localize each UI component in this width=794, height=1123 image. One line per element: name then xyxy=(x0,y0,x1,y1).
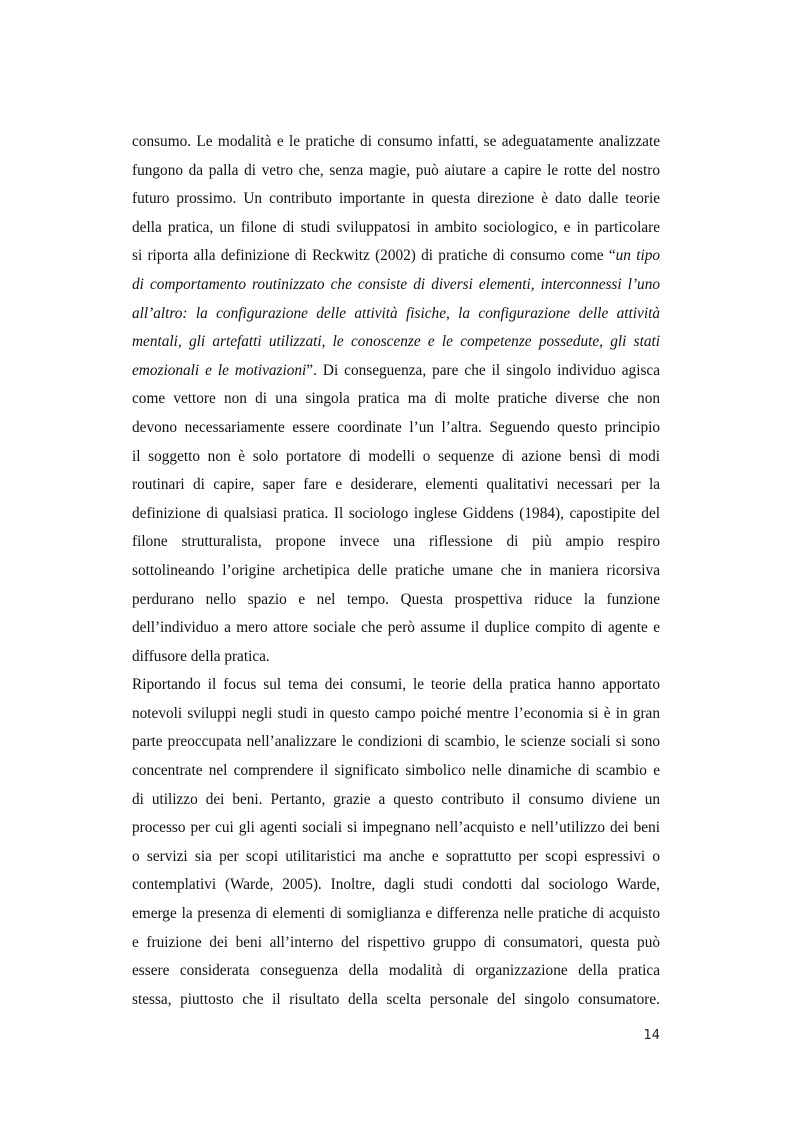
text-segment: si riporta alla definizione di Reckwitz (2002) di pratiche di consumo come “ xyxy=(132,247,616,265)
quote-segment: un tipo xyxy=(615,247,661,265)
text-line: devono necessariamente essere coordinate l’un l’altra. Seguendo questo principio xyxy=(132,418,660,436)
text-line: routinari di capire, saper fare e desiderare, elementi qualitativi necessari per la xyxy=(132,476,660,494)
text-line: sottolineando l’origine archetipica delle pratiche umane che in maniera ricorsiva xyxy=(132,561,660,579)
text-line: consumo. Le modalità e le pratiche di consumo infatti, se adeguatamente analizzate xyxy=(132,133,660,150)
text-line xyxy=(132,242,660,271)
text-line: parte preoccupata nell’analizzare le condizioni di scambio, le scienze sociali si sono xyxy=(132,733,660,751)
text-line: e fruizione dei beni all’interno del rispettivo gruppo di consumatori, questa può xyxy=(132,933,660,951)
text-line: di utilizzo dei beni. Pertanto, grazie a questo contributo il consumo diviene un xyxy=(132,790,660,808)
text-line: come vettore non di una singola pratica ma di molte pratiche diverse che non xyxy=(132,390,660,408)
body-text xyxy=(132,128,660,1014)
text-line: fungono da palla di vetro che, senza magie, può aiutare a capire le rotte del nostro xyxy=(132,161,660,179)
quote-line: all’altro: la configurazione delle attività fisiche, la configurazione delle attività xyxy=(132,304,660,322)
text-line: o servizi sia per scopi utilitaristici ma anche e soprattutto per scopi espressivi o xyxy=(132,847,660,865)
page-number: 14 xyxy=(643,1028,660,1043)
text-line: il soggetto non è solo portatore di modelli o sequenze di azione bensì di modi xyxy=(132,447,660,465)
text-line: processo per cui gli agenti sociali si impegnano nell’acquisto e nell’utilizzo dei beni xyxy=(132,819,660,837)
text-line: contemplativi (Warde, 2005). Inoltre, dagli studi condotti dal sociologo Warde, xyxy=(132,876,660,894)
quote-line: di comportamento routinizzato che consiste di diversi elementi, interconnessi l’uno xyxy=(132,275,660,293)
quote-segment: emozionali e le motivazioni xyxy=(132,361,307,379)
text-line: diffusore della pratica. xyxy=(132,647,270,665)
text-line: della pratica, un filone di studi sviluppatosi in ambito sociologico, e in particolare xyxy=(132,218,660,236)
text-line: definizione di qualsiasi pratica. Il sociologo inglese Giddens (1984), capostipite del xyxy=(132,504,660,522)
text-line xyxy=(132,357,660,386)
text-line: dell’individuo a mero attore sociale che però assume il duplice compito di agente e xyxy=(132,619,660,637)
quote-line: mentali, gli artefatti utilizzati, le conoscenze e le competenze possedute, gli stati xyxy=(132,333,660,351)
text-line: concentrate nel comprendere il significato simbolico nelle dinamiche di scambio e xyxy=(132,762,660,780)
text-line: perdurano nello spazio e nel tempo. Questa prospettiva riduce la funzione xyxy=(132,590,660,608)
text-line: Riportando il focus sul tema dei consumi, le teorie della pratica hanno apportato xyxy=(132,676,660,694)
text-line: emerge la presenza di elementi di somiglianza e differenza nelle pratiche di acquisto xyxy=(132,905,660,923)
text-line: stessa, piuttosto che il risultato della scelta personale del singolo consumatore. xyxy=(132,990,660,1008)
text-segment: ”. Di conseguenza, pare che il singolo individuo agisca xyxy=(306,361,660,379)
text-line: filone strutturalista, propone invece una riflessione di più ampio respiro xyxy=(132,533,660,551)
text-line: notevoli sviluppi negli studi in questo campo poiché mentre l’economia si è in gran xyxy=(132,704,660,722)
text-line: essere considerata conseguenza della modalità di organizzazione della pratica xyxy=(132,962,660,980)
text-line: futuro prossimo. Un contributo importante in questa direzione è dato dalle teorie xyxy=(132,190,660,208)
